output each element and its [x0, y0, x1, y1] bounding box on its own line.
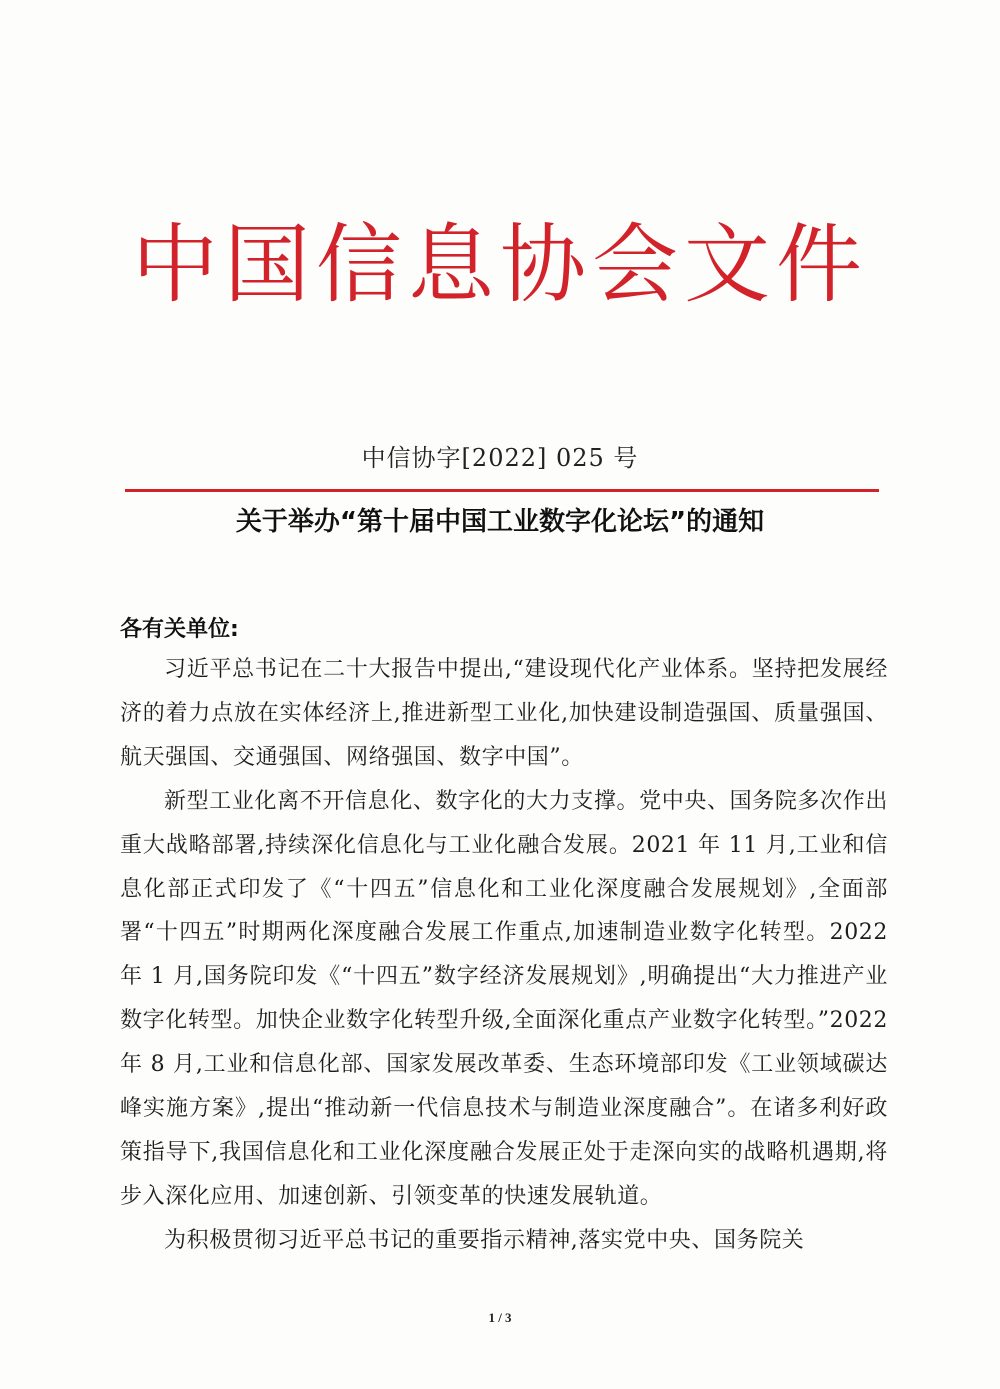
red-divider-line	[125, 489, 879, 492]
body-paragraph-1: 习近平总书记在二十大报告中提出,“建设现代化产业体系。坚持把发展经济的着力点放在实体经济上,推进新型工业化,加快建设制造强国、质量强国、航天强国、交通强国、网络强国、数字中国”。	[120, 657, 888, 770]
salutation: 各有关单位:	[120, 617, 239, 642]
document-masthead: 中国信息协会文件	[132, 215, 868, 315]
notice-title: 关于举办“第十届中国工业数字化论坛”的通知	[235, 507, 765, 537]
body-paragraph-2: 新型工业化离不开信息化、数字化的大力支撑。党中央、国务院多次作出重大战略部署,持续深化信息化与工业化融合发展。2021 年 11 月,工业和信息化部正式印发了《“十四五”信息化和工业化深度融合发展规划》,全面部署“十四五”时期两化深度融合发展工作重点,加速制造业数字化转型。2022 年 1 月,国务院印发《“十四五”数字经济发展规划》,明确提出“大力推进产业数字化转型。加快企业数字化转型升级,全面深化重点产业数字化转型。”2022 年 8 月,工业和信息化部、国家发展改革委、生态环境部印发《工业领域碳达峰实施方案》,提出“推动新一代信息技术与制造业深度融合”。在诸多利好政策指导下,我国信息化和工业化深度融合发展正处于走深向实的战略机遇期,将步入深化应用、加速创新、引领变革的快速发展轨道。	[120, 788, 888, 1209]
body-paragraph-3: 为积极贯彻习近平总书记的重要指示精神,落实党中央、国务院关	[164, 1227, 805, 1253]
notice-body	[120, 648, 888, 1263]
document-number: 中信协字[2022] 025 号	[361, 444, 639, 472]
page-indicator: 1 / 3	[488, 1310, 512, 1325]
